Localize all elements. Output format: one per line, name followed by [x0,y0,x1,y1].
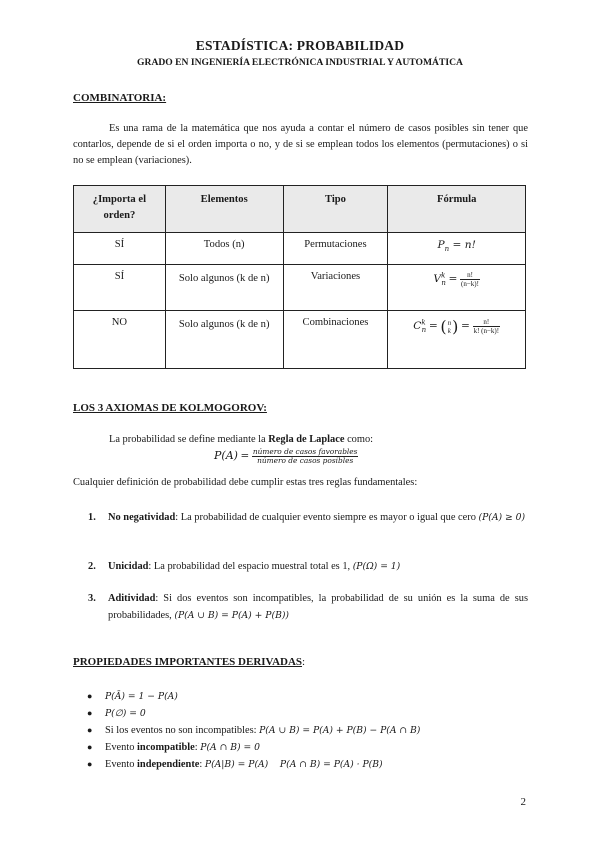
formula-superscript: k [441,271,446,280]
page-number: 2 [520,796,526,808]
table-cell: NO [74,311,166,369]
item-text: : [194,742,201,753]
list-number: 2. [88,561,96,572]
table-row [74,311,526,369]
formula-symbol: V [433,272,442,285]
bullet-icon: ● [87,708,93,718]
laplace-rule-name: Regla de Laplace [268,434,345,445]
axioma-item [88,590,528,624]
axioma-text: : La probabilidad de cualquier evento siempre es mayor o igual que cero [175,512,479,523]
fraction-numerator: n! [473,318,501,327]
list-item [73,688,420,705]
page-title: ESTADÍSTICA: PROBABILIDAD [195,38,405,53]
table-cell: Permutaciones [283,233,388,265]
formula-equals: = [448,272,458,285]
item-math: P(∅) = 0 [105,708,146,719]
item-bold: incompatible [137,742,195,753]
item-bold: independiente [137,759,200,770]
formula-variaciones [388,265,526,311]
laplace-fraction [252,448,359,465]
item-text: Evento [105,742,138,753]
formula-permutaciones [388,233,526,265]
axioma-math: (P(A ∪ B) = P(A) + P(B)) [174,610,289,621]
table-header-row [74,186,526,233]
combinatoria-paragraph: Es una rama de la matemática que nos ayuda a contar el número de casos posibles sin tener que contarlos, depende de si el orden importa o no, y de si se emplean todos los elementos (permutaciones) o si no se emplean (variaciones). [73,123,528,167]
list-item [73,756,420,773]
combinatoria-heading: COMBINATORIA: [73,92,167,104]
axioma-name: Aditividad [108,593,156,604]
fraction-denominator: (n−k)! [461,280,479,288]
formula-equals: = [461,319,470,332]
table-cell: SÍ [74,265,166,311]
table-cell: SÍ [74,233,166,265]
laplace-intro-text: La probabilidad se define mediante la [109,434,269,445]
formula-fraction [473,318,501,335]
list-number: 3. [88,593,96,604]
formula-fraction [460,271,480,288]
axioma-math: (P(A) ≥ 0) [478,512,526,523]
table-cell: Todos (n) [165,233,283,265]
formula-subscript: n [441,279,446,288]
table-cell: Variaciones [283,265,388,311]
table-cell: Solo algunos (k de n) [165,311,283,369]
axioma-text: : Si dos eventos son incompatibles, la probabilidad de su unión es la suma de sus probabilidades, [108,593,528,621]
laplace-intro [109,434,373,445]
fraction-denominator: número de casos posibles [257,456,354,465]
formula-equals: = [428,319,438,332]
propiedades-heading [73,656,305,668]
propiedades-list [73,688,420,773]
list-number: 1. [88,512,96,523]
formula-superscript: k [421,318,426,327]
formula-subscript: n [421,326,427,335]
fraction-numerator: número de casos favorables [252,447,358,456]
axioma-text: : La probabilidad del espacio muestral total es 1, [148,561,353,572]
item-text: Si los eventos no son incompatibles: [105,725,260,736]
table-cell: Solo algunos (k de n) [165,265,283,311]
cualquier-definicion: Cualquier definición de probabilidad debe cumplir estas tres reglas fundamentales: [73,477,418,488]
page-subtitle: GRADO EN INGENIERÍA ELECTRÓNICA INDUSTRIAL Y AUTOMÁTICA [137,57,463,68]
formula-subscript: n [444,245,450,254]
item-text: : [199,759,205,770]
bullet-icon: ● [87,691,93,701]
binomial-bottom: k [447,326,451,335]
laplace-intro-end: como: [344,434,374,445]
table-header-cell: Fórmula [388,186,526,233]
propiedades-heading-colon: : [302,656,306,668]
combinatoria-table [73,185,526,369]
item-math: P(A|B) = P(A) P(A ∩ B) = P(A) · P(B) [204,759,383,770]
list-item [73,705,420,722]
binomial-top: n [447,318,452,327]
table-cell: Combinaciones [283,311,388,369]
table-header-cell: Tipo [283,186,388,233]
bullet-icon: ● [87,725,93,735]
axioma-math: (P(Ω) = 1) [352,561,401,572]
formula-combinaciones: $C^k_n$ = ( n k ) = $\frac{n!}{k! (n-k)!}$ [388,311,526,369]
table-header-cell: ¿Importa el orden? [74,186,166,233]
laplace-lhs: P(A) [214,448,238,462]
fraction-numerator: n! [460,271,480,280]
fraction-denominator: k! (n−k)! [473,327,500,335]
propiedades-heading-text: PROPIEDADES IMPORTANTES DERIVADAS [73,656,303,668]
bullet-icon: ● [87,742,93,752]
formula-rhs: = n! [449,239,476,251]
item-math: P(Ā) = 1 − P(A) [105,691,178,702]
laplace-formula [214,448,358,465]
item-math: P(A ∪ B) = P(A) + P(B) − P(A ∩ B) [259,725,421,736]
list-item [73,722,420,739]
laplace-equals: = [240,449,250,462]
axioma-item [88,558,528,575]
axioma-name: Unicidad [108,561,149,572]
formula-symbol: C [413,319,422,332]
table-header-cell: Elementos [165,186,283,233]
table-row [74,233,526,265]
item-math: P(A ∩ B) = 0 [200,742,260,753]
axioma-name: No negatividad [108,512,176,523]
table-row [74,265,526,311]
item-text: Evento [105,759,138,770]
formula-symbol: P [437,239,445,251]
axiomas-heading: LOS 3 AXIOMAS DE KOLMOGOROV: [73,402,267,414]
bullet-icon: ● [87,759,93,769]
list-item [73,739,420,756]
axioma-item [88,509,528,526]
